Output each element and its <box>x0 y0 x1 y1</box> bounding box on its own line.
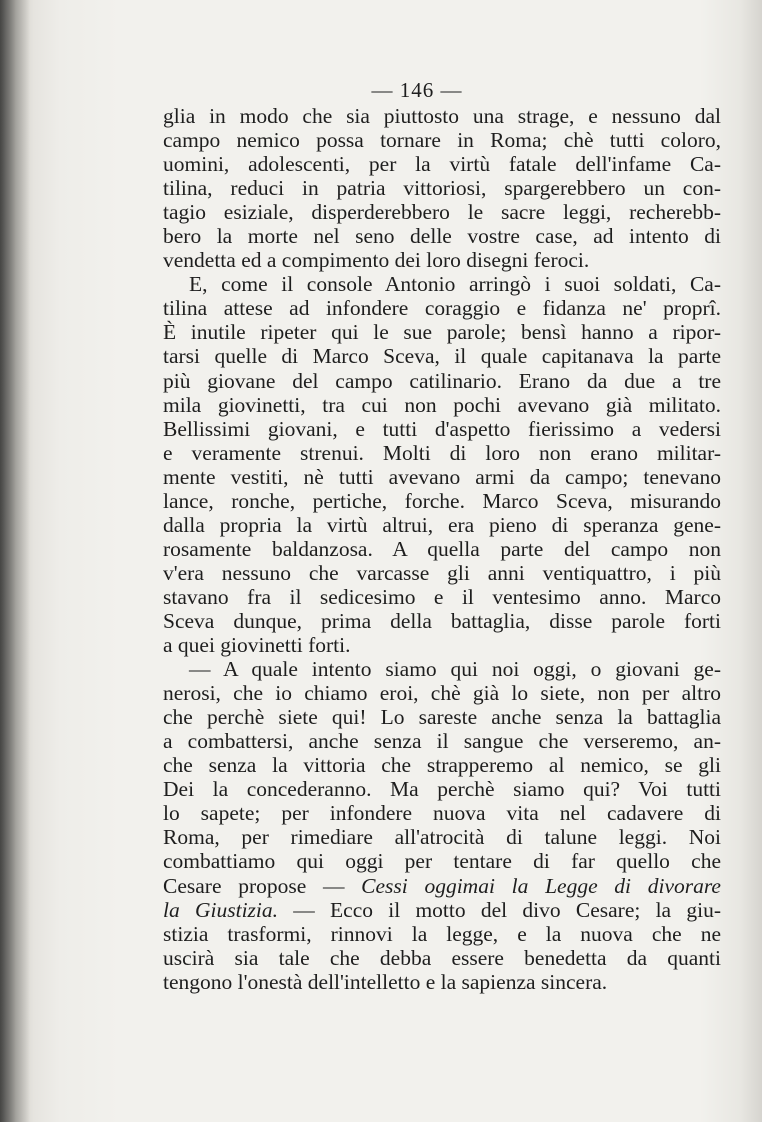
text-line: È inutile ripeter qui le sue parole; bensì hanno a ripor- <box>163 320 721 345</box>
text-line: rosamente baldanzosa. A quella parte del campo non <box>163 536 721 561</box>
text-line: glia in modo che sia piuttosto una strage, e nessuno dal <box>163 104 721 128</box>
text-line: Bellissimi giovani, e tutti d'aspetto fierissimo a vedersi <box>163 416 721 441</box>
text-line: — A quale intento siamo qui noi oggi, o giovani ge- <box>189 657 721 682</box>
text-line: stavano fra il sedicesimo e il ventesimo anno. Marco <box>163 584 721 609</box>
text-line: campo nemico possa tornare in Roma; chè tutti coloro, <box>163 128 721 153</box>
page-number: — 146 — <box>371 78 463 102</box>
text-line: tagio esiziale, disperderebbero le sacre leggi, recherebb- <box>163 200 721 225</box>
text-line: tilina, reduci in patria vittoriosi, spargerebbero un con- <box>163 176 721 201</box>
text-line: E, come il console Antonio arringò i suoi soldati, Ca- <box>189 272 721 297</box>
text-line: uscirà sia tale che debba essere benedetta da quanti <box>163 945 721 970</box>
text-line-mixed <box>163 898 721 922</box>
text-line: vendetta ed a compimento dei loro disegni feroci. <box>163 248 590 273</box>
text-segment: Cesare propose — <box>163 873 345 898</box>
text-line: tengono l'onestà dell'intelletto e la sapienza sincera. <box>163 969 608 994</box>
text-line: che senza la vittoria che strapperemo al nemico, se gli <box>163 753 721 778</box>
text-line: nerosi, che io chiamo eroi, chè già lo siete, non per altro <box>163 681 721 706</box>
text-line: più giovane del campo catilinario. Erano da due a tre <box>163 368 721 393</box>
text-line: mente vestiti, nè tutti avevano armi da campo; tenevano <box>163 464 721 489</box>
text-line-mixed <box>163 874 721 898</box>
text-line: bero la morte nel seno delle vostre case, ad intento di <box>163 224 721 249</box>
text-line: combattiamo qui oggi per tentare di far quello che <box>163 849 721 874</box>
text-line: Roma, per rimediare all'atrocità di talune leggi. Noi <box>163 825 721 850</box>
text-line: stizia trasformi, rinnovi la legge, e la nuova che ne <box>163 921 721 946</box>
text-line: che perchè siete qui! Lo sareste anche senza la battaglia <box>163 705 721 730</box>
text-line: Dei la concederanno. Ma perchè siamo qui? Voi tutti <box>163 777 721 802</box>
text-line: tarsi quelle di Marco Sceva, il quale capitanava la parte <box>163 344 721 369</box>
text-line: dalla propria la virtù altrui, era pieno di speranza gene- <box>163 512 721 537</box>
binding-shadow <box>0 0 30 1122</box>
text-line: a quei giovinetti forti. <box>163 633 351 658</box>
text-line: e veramente strenui. Molti di loro non erano militar- <box>163 440 721 465</box>
body-text <box>163 104 721 994</box>
text-line: tilina attese ad infondere coraggio e fidanza ne' proprî. <box>163 296 721 321</box>
text-line: lance, ronche, pertiche, forche. Marco Sceva, misurando <box>163 488 721 513</box>
text-line: Sceva dunque, prima della battaglia, disse parole forti <box>163 608 721 633</box>
italic-quote-end: la Giustizia. <box>163 897 279 922</box>
text-segment: — Ecco il motto del divo Cesare; la giu- <box>278 897 721 922</box>
text-line: a combattersi, anche senza il sangue che verseremo, an- <box>163 729 721 754</box>
italic-quote: Cessi oggimai la Legge di divorare <box>361 873 721 898</box>
text-line: mila giovinetti, tra cui non pochi avevano già militato. <box>163 392 721 417</box>
text-line: uomini, adolescenti, per la virtù fatale dell'infame Ca- <box>163 152 721 177</box>
text-line: lo sapete; per infondere nuova vita nel cadavere di <box>163 801 721 826</box>
text-line: v'era nessuno che varcasse gli anni ventiquattro, i più <box>163 560 721 585</box>
